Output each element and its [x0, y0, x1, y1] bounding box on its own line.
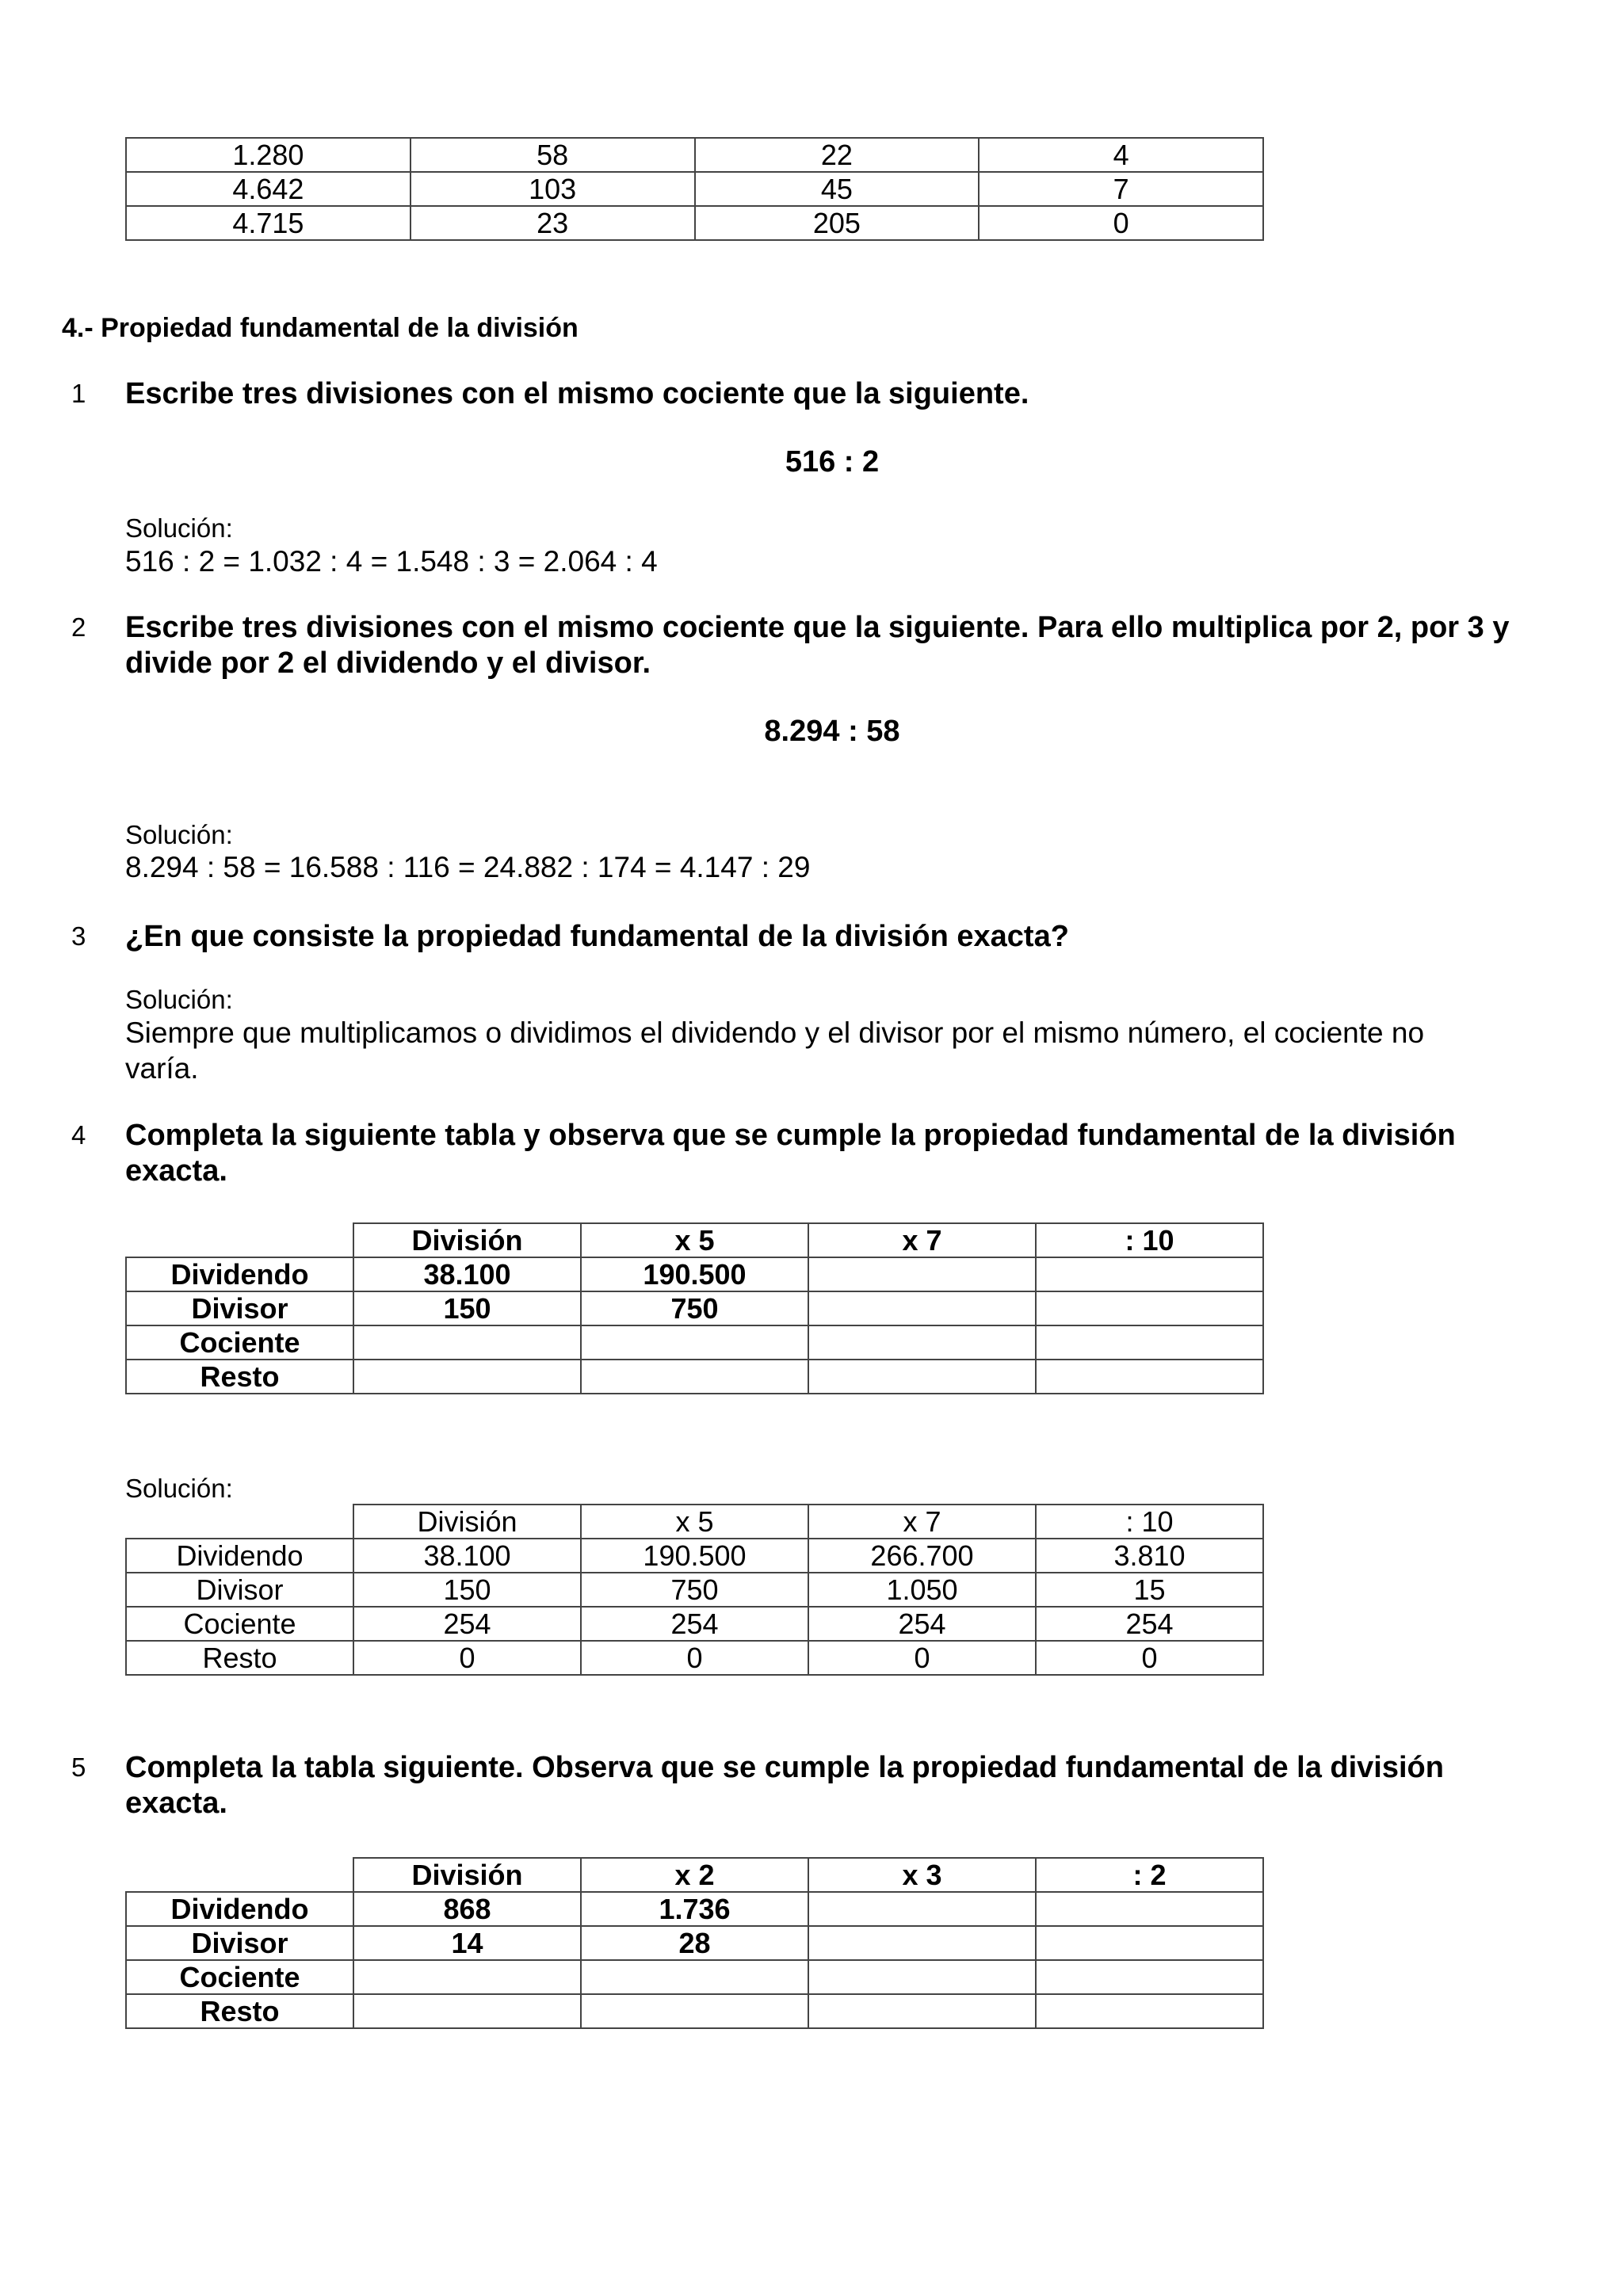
exercise-table — [125, 1222, 1264, 1394]
row-label: Cociente — [126, 1960, 353, 1994]
row-label: Divisor — [126, 1573, 353, 1607]
table-cell — [353, 1994, 581, 2028]
table-cell — [1036, 1994, 1263, 2028]
table-cell: 0 — [979, 206, 1263, 240]
solution-text-line2: varía. — [125, 1052, 199, 1085]
table-cell — [808, 1994, 1036, 2028]
row-label: Resto — [126, 1360, 353, 1394]
table-cell — [808, 1360, 1036, 1394]
question-text-line1: Completa la tabla siguiente. Observa que se cumple la propiedad fundamental de la división — [125, 1751, 1444, 1784]
table-row — [126, 1607, 1263, 1641]
question-text-line1: Escribe tres divisiones con el mismo cociente que la siguiente. Para ello multiplica por 2, por 3 y — [125, 611, 1510, 644]
table-cell — [1036, 1360, 1263, 1394]
row-label: Cociente — [126, 1607, 353, 1641]
column-header: : 10 — [1036, 1505, 1263, 1539]
table-cell: 190.500 — [581, 1257, 808, 1291]
solution-label: Solución: — [125, 820, 233, 849]
column-header: x 5 — [581, 1505, 808, 1539]
question-text: Escribe tres divisiones con el mismo cociente que la siguiente. — [125, 377, 1029, 410]
table-row — [126, 1994, 1263, 2028]
solution-text: 8.294 : 58 = 16.588 : 116 = 24.882 : 174 = 4.147 : 29 — [125, 851, 811, 883]
question-number: 3 — [71, 921, 86, 951]
table-cell: 103 — [411, 172, 695, 206]
row-label: Divisor — [126, 1291, 353, 1325]
table-cell — [1036, 1291, 1263, 1325]
table-cell: 254 — [353, 1607, 581, 1641]
table-row — [126, 138, 1263, 172]
table-cell: 7 — [979, 172, 1263, 206]
table-cell: 0 — [808, 1641, 1036, 1675]
table-cell — [808, 1892, 1036, 1926]
question-text-line2: exacta. — [125, 1154, 227, 1188]
table-cell: 15 — [1036, 1573, 1263, 1607]
table-row — [126, 1360, 1263, 1394]
table-header-row — [126, 1858, 1263, 1892]
column-header: x 7 — [808, 1505, 1036, 1539]
solution-label: Solución: — [125, 513, 233, 543]
question-number: 4 — [71, 1120, 86, 1150]
section-title: 4.- Propiedad fundamental de la división — [62, 313, 579, 343]
table-row — [126, 172, 1263, 206]
table-cell — [353, 1360, 581, 1394]
table-cell — [1036, 1257, 1263, 1291]
row-label: Resto — [126, 1994, 353, 2028]
table-cell: 868 — [353, 1892, 581, 1926]
table-cell: 750 — [581, 1573, 808, 1607]
row-label: Dividendo — [126, 1539, 353, 1573]
table-row — [126, 1892, 1263, 1926]
row-label: Dividendo — [126, 1257, 353, 1291]
column-header: División — [353, 1858, 581, 1892]
table-row — [126, 1325, 1263, 1360]
table-cell: 4 — [979, 138, 1263, 172]
column-header: x 7 — [808, 1223, 1036, 1257]
column-header: : 10 — [1036, 1223, 1263, 1257]
table-cell: 150 — [353, 1291, 581, 1325]
column-header: : 2 — [1036, 1858, 1263, 1892]
operation: 8.294 : 58 — [764, 715, 900, 748]
table-row — [126, 1641, 1263, 1675]
table-cell — [1036, 1892, 1263, 1926]
row-label: Dividendo — [126, 1892, 353, 1926]
solution-table — [125, 1504, 1264, 1676]
table-row — [126, 1960, 1263, 1994]
table-cell: 14 — [353, 1926, 581, 1960]
table-cell — [1036, 1926, 1263, 1960]
table-cell: 0 — [1036, 1641, 1263, 1675]
table-cell — [1036, 1325, 1263, 1360]
question-text-line2: exacta. — [125, 1787, 227, 1820]
table-cell: 750 — [581, 1291, 808, 1325]
row-label: Resto — [126, 1641, 353, 1675]
table-cell — [353, 1960, 581, 1994]
solution-label: Solución: — [125, 985, 233, 1014]
table-cell — [353, 1325, 581, 1360]
table-row — [126, 1539, 1263, 1573]
question-text-line2: divide por 2 el dividendo y el divisor. — [125, 646, 651, 680]
column-header: x 3 — [808, 1858, 1036, 1892]
table-cell: 190.500 — [581, 1539, 808, 1573]
question-number: 5 — [71, 1753, 86, 1782]
table-cell — [808, 1257, 1036, 1291]
table-cell: 23 — [411, 206, 695, 240]
table-cell: 4.642 — [126, 172, 411, 206]
solution-text: 516 : 2 = 1.032 : 4 = 1.548 : 3 = 2.064 : 4 — [125, 545, 658, 578]
table-cell — [1036, 1960, 1263, 1994]
table-cell: 205 — [695, 206, 980, 240]
table-cell — [808, 1325, 1036, 1360]
question-text: ¿En que consiste la propiedad fundamental de la división exacta? — [125, 920, 1069, 953]
column-header: División — [353, 1223, 581, 1257]
table-cell — [808, 1291, 1036, 1325]
table-row — [126, 1291, 1263, 1325]
table-cell: 150 — [353, 1573, 581, 1607]
row-label: Cociente — [126, 1325, 353, 1360]
table-cell — [581, 1960, 808, 1994]
table-cell: 254 — [808, 1607, 1036, 1641]
table-cell: 1.736 — [581, 1892, 808, 1926]
table-header-row — [126, 1505, 1263, 1539]
empty-corner-cell — [126, 1223, 353, 1257]
table-row — [126, 1573, 1263, 1607]
question-text-line1: Completa la siguiente tabla y observa que se cumple la propiedad fundamental de la división — [125, 1119, 1456, 1152]
table-cell: 28 — [581, 1926, 808, 1960]
table-cell — [581, 1994, 808, 2028]
column-header: x 2 — [581, 1858, 808, 1892]
table-cell: 266.700 — [808, 1539, 1036, 1573]
row-label: Divisor — [126, 1926, 353, 1960]
table-cell: 38.100 — [353, 1539, 581, 1573]
table-cell: 1.050 — [808, 1573, 1036, 1607]
table-cell: 0 — [353, 1641, 581, 1675]
table-cell: 1.280 — [126, 138, 411, 172]
table-cell — [808, 1926, 1036, 1960]
question-number: 1 — [71, 379, 86, 408]
table-cell: 3.810 — [1036, 1539, 1263, 1573]
table-cell: 22 — [695, 138, 980, 172]
operation: 516 : 2 — [785, 445, 880, 479]
table-cell: 0 — [581, 1641, 808, 1675]
table-row — [126, 206, 1263, 240]
question-number: 2 — [71, 612, 86, 642]
table-cell: 38.100 — [353, 1257, 581, 1291]
empty-corner-cell — [126, 1505, 353, 1539]
table-row — [126, 1257, 1263, 1291]
top-table — [125, 137, 1264, 241]
table-cell: 4.715 — [126, 206, 411, 240]
table-cell — [808, 1960, 1036, 1994]
table-cell: 254 — [581, 1607, 808, 1641]
table-cell — [581, 1325, 808, 1360]
solution-label: Solución: — [125, 1474, 233, 1503]
empty-corner-cell — [126, 1858, 353, 1892]
table-cell: 254 — [1036, 1607, 1263, 1641]
table-cell: 58 — [411, 138, 695, 172]
exercise-table — [125, 1857, 1264, 2029]
column-header: División — [353, 1505, 581, 1539]
column-header: x 5 — [581, 1223, 808, 1257]
table-header-row — [126, 1223, 1263, 1257]
table-cell — [581, 1360, 808, 1394]
table-cell: 45 — [695, 172, 980, 206]
solution-text-line1: Siempre que multiplicamos o dividimos el dividendo y el divisor por el mismo número, el cociente no — [125, 1016, 1425, 1049]
table-row — [126, 1926, 1263, 1960]
